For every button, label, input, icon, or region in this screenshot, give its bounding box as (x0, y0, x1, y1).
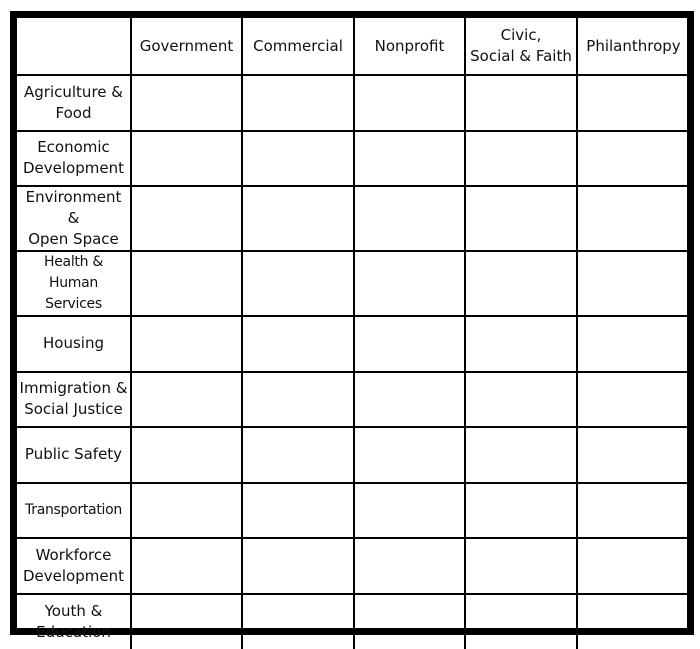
table-cell[interactable] (354, 372, 465, 428)
table-cell[interactable] (465, 75, 577, 131)
table-cell[interactable] (354, 75, 465, 131)
table-row (17, 75, 689, 131)
row-header-transportation: Transportation (17, 483, 131, 539)
sector-matrix-frame (10, 11, 694, 635)
table-cell[interactable] (354, 316, 465, 372)
column-header-philanthropy: Philanthropy (577, 18, 689, 75)
table-cell[interactable] (577, 75, 689, 131)
table-cell[interactable] (131, 372, 242, 428)
column-header-government: Government (131, 18, 242, 75)
header-row (17, 18, 689, 75)
table-cell[interactable] (131, 75, 242, 131)
table-cell[interactable] (242, 427, 354, 483)
row-header-public-safety: Public Safety (17, 427, 131, 483)
table-cell[interactable] (465, 483, 577, 539)
row-header-immigration-social-justice: Immigration & Social Justice (17, 372, 131, 428)
table-cell[interactable] (465, 372, 577, 428)
table-cell[interactable] (465, 316, 577, 372)
table-cell[interactable] (354, 594, 465, 649)
table-cell[interactable] (577, 131, 689, 187)
row-header-housing: Housing (17, 316, 131, 372)
table-row (17, 372, 689, 428)
table-cell[interactable] (131, 483, 242, 539)
table-cell[interactable] (131, 538, 242, 594)
table-cell[interactable] (131, 251, 242, 316)
table-cell[interactable] (354, 427, 465, 483)
column-header-nonprofit: Nonprofit (354, 18, 465, 75)
table-row (17, 316, 689, 372)
table-row (17, 594, 689, 649)
row-header-environment-open-space: Environment & Open Space (17, 186, 131, 251)
table-row (17, 483, 689, 539)
table-row (17, 131, 689, 187)
table-cell[interactable] (465, 427, 577, 483)
row-header-workforce-development: Workforce Development (17, 538, 131, 594)
table-cell[interactable] (242, 483, 354, 539)
table-cell[interactable] (242, 316, 354, 372)
corner-cell (17, 18, 131, 75)
table-cell[interactable] (465, 251, 577, 316)
table-cell[interactable] (577, 316, 689, 372)
table-cell[interactable] (354, 186, 465, 251)
table-cell[interactable] (577, 538, 689, 594)
column-header-commercial: Commercial (242, 18, 354, 75)
row-header-agriculture-food: Agriculture & Food (17, 75, 131, 131)
table-cell[interactable] (577, 594, 689, 649)
table-cell[interactable] (577, 186, 689, 251)
table-cell[interactable] (131, 427, 242, 483)
table-cell[interactable] (354, 483, 465, 539)
table-cell[interactable] (242, 251, 354, 316)
table-cell[interactable] (465, 186, 577, 251)
table-row (17, 251, 689, 316)
table-cell[interactable] (354, 131, 465, 187)
table-row (17, 427, 689, 483)
table-cell[interactable] (242, 75, 354, 131)
table-cell[interactable] (465, 594, 577, 649)
table-cell[interactable] (242, 131, 354, 187)
table-cell[interactable] (577, 427, 689, 483)
row-header-youth-education: Youth & Education (17, 594, 131, 649)
row-header-health-human-services: Health & Human Services (17, 251, 131, 316)
table-cell[interactable] (577, 372, 689, 428)
table-row (17, 186, 689, 251)
table-cell[interactable] (354, 538, 465, 594)
sector-matrix-table (17, 18, 689, 649)
table-cell[interactable] (577, 483, 689, 539)
table-cell[interactable] (465, 131, 577, 187)
table-cell[interactable] (354, 251, 465, 316)
column-header-civic-social-faith: Civic, Social & Faith (465, 18, 577, 75)
table-cell[interactable] (242, 538, 354, 594)
table-cell[interactable] (131, 131, 242, 187)
table-cell[interactable] (131, 316, 242, 372)
table-cell[interactable] (242, 372, 354, 428)
table-cell[interactable] (242, 186, 354, 251)
table-row (17, 538, 689, 594)
table-cell[interactable] (465, 538, 577, 594)
table-cell[interactable] (131, 186, 242, 251)
table-cell[interactable] (242, 594, 354, 649)
row-header-economic-development: Economic Development (17, 131, 131, 187)
table-cell[interactable] (131, 594, 242, 649)
table-cell[interactable] (577, 251, 689, 316)
